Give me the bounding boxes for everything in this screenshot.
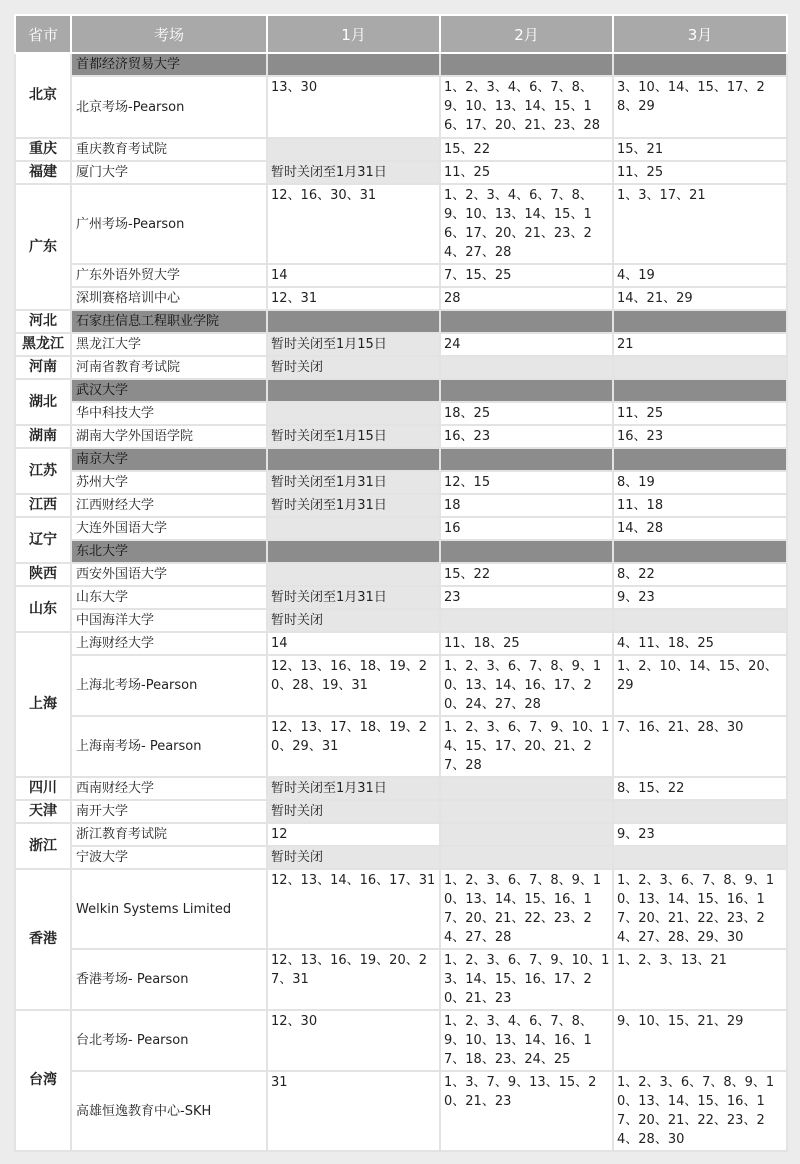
mar-cell: 4、19	[613, 264, 787, 287]
mar-cell	[613, 356, 787, 379]
feb-cell	[440, 53, 613, 76]
table-row	[15, 823, 787, 846]
table-row	[15, 1071, 787, 1151]
jan-cell: 31	[267, 1071, 440, 1151]
feb-cell: 12、15	[440, 471, 613, 494]
header-feb: 2月	[440, 15, 613, 53]
feb-cell: 1、3、7、9、13、15、20、21、23	[440, 1071, 613, 1151]
mar-cell: 1、2、3、6、7、8、9、10、13、14、15、16、17、20、21、22、23、24、28、30	[613, 1071, 787, 1151]
site-cell: 重庆教育考试院	[71, 138, 267, 161]
table-row	[15, 53, 787, 76]
table-row	[15, 76, 787, 138]
feb-cell: 24	[440, 333, 613, 356]
site-cell: 苏州大学	[71, 471, 267, 494]
jan-cell	[267, 379, 440, 402]
header-province: 省市	[15, 15, 71, 53]
site-cell: 厦门大学	[71, 161, 267, 184]
site-cell: 首都经济贸易大学	[71, 53, 267, 76]
feb-cell	[440, 356, 613, 379]
site-cell: 湖南大学外国语学院	[71, 425, 267, 448]
feb-cell: 11、18、25	[440, 632, 613, 655]
feb-cell	[440, 540, 613, 563]
header-site: 考场	[71, 15, 267, 53]
feb-cell: 1、2、3、6、7、9、10、14、15、17、20、21、27、28	[440, 716, 613, 777]
jan-cell: 14	[267, 264, 440, 287]
schedule-sheet	[14, 14, 786, 1150]
feb-cell: 1、2、3、6、7、9、10、13、14、15、16、17、20、21、23	[440, 949, 613, 1010]
site-cell: 山东大学	[71, 586, 267, 609]
table-row	[15, 1010, 787, 1071]
site-cell: 东北大学	[71, 540, 267, 563]
site-cell: 黑龙江大学	[71, 333, 267, 356]
site-cell: 上海北考场-Pearson	[71, 655, 267, 716]
site-cell: 宁波大学	[71, 846, 267, 869]
jan-cell	[267, 138, 440, 161]
table-row	[15, 402, 787, 425]
site-cell: 台北考场- Pearson	[71, 1010, 267, 1071]
feb-cell: 28	[440, 287, 613, 310]
table-row	[15, 609, 787, 632]
table-row	[15, 264, 787, 287]
site-cell: 广州考场-Pearson	[71, 184, 267, 264]
site-cell: 武汉大学	[71, 379, 267, 402]
mar-cell: 4、11、18、25	[613, 632, 787, 655]
jan-cell: 14	[267, 632, 440, 655]
site-cell: 深圳赛格培训中心	[71, 287, 267, 310]
table-row	[15, 310, 787, 333]
mar-cell	[613, 379, 787, 402]
mar-cell	[613, 448, 787, 471]
exam-schedule-table	[14, 14, 788, 1152]
mar-cell: 11、18	[613, 494, 787, 517]
mar-cell: 7、16、21、28、30	[613, 716, 787, 777]
site-cell: 北京考场-Pearson	[71, 76, 267, 138]
province-cell: 天津	[15, 800, 71, 823]
province-cell: 江西	[15, 494, 71, 517]
feb-cell: 23	[440, 586, 613, 609]
mar-cell: 11、25	[613, 161, 787, 184]
feb-cell: 1、2、3、4、6、7、8、9、10、13、14、16、17、18、23、24、25	[440, 1010, 613, 1071]
province-cell: 湖北	[15, 379, 71, 425]
table-row	[15, 655, 787, 716]
mar-cell	[613, 310, 787, 333]
feb-cell: 15、22	[440, 563, 613, 586]
table-row	[15, 777, 787, 800]
province-cell: 湖南	[15, 425, 71, 448]
province-cell: 辽宁	[15, 517, 71, 563]
jan-cell: 暂时关闭至1月15日	[267, 333, 440, 356]
feb-cell: 16、23	[440, 425, 613, 448]
jan-cell: 暂时关闭	[267, 356, 440, 379]
table-row	[15, 448, 787, 471]
site-cell: 中国海洋大学	[71, 609, 267, 632]
site-cell: 香港考场- Pearson	[71, 949, 267, 1010]
mar-cell: 1、2、3、6、7、8、9、10、13、14、15、16、17、20、21、22、23、24、27、28、29、30	[613, 869, 787, 949]
site-cell: 高雄恒逸教育中心-SKH	[71, 1071, 267, 1151]
site-cell: 上海南考场- Pearson	[71, 716, 267, 777]
site-cell: 华中科技大学	[71, 402, 267, 425]
province-cell: 福建	[15, 161, 71, 184]
jan-cell: 暂时关闭至1月31日	[267, 586, 440, 609]
feb-cell: 11、25	[440, 161, 613, 184]
site-cell: 石家庄信息工程职业学院	[71, 310, 267, 333]
jan-cell: 暂时关闭	[267, 800, 440, 823]
province-cell: 山东	[15, 586, 71, 632]
jan-cell	[267, 448, 440, 471]
mar-cell: 8、15、22	[613, 777, 787, 800]
mar-cell: 11、25	[613, 402, 787, 425]
province-cell: 上海	[15, 632, 71, 777]
table-row	[15, 869, 787, 949]
table-row	[15, 632, 787, 655]
header-jan: 1月	[267, 15, 440, 53]
header-mar: 3月	[613, 15, 787, 53]
jan-cell	[267, 53, 440, 76]
jan-cell: 12	[267, 823, 440, 846]
table-row	[15, 540, 787, 563]
jan-cell: 暂时关闭	[267, 846, 440, 869]
table-row	[15, 356, 787, 379]
mar-cell: 16、23	[613, 425, 787, 448]
jan-cell	[267, 310, 440, 333]
province-cell: 陕西	[15, 563, 71, 586]
jan-cell: 暂时关闭至1月15日	[267, 425, 440, 448]
jan-cell: 12、13、17、18、19、20、29、31	[267, 716, 440, 777]
table-row	[15, 949, 787, 1010]
feb-cell	[440, 846, 613, 869]
site-cell: 浙江教育考试院	[71, 823, 267, 846]
mar-cell: 3、10、14、15、17、28、29	[613, 76, 787, 138]
jan-cell: 12、16、30、31	[267, 184, 440, 264]
mar-cell: 15、21	[613, 138, 787, 161]
mar-cell	[613, 846, 787, 869]
table-row	[15, 494, 787, 517]
jan-cell: 12、31	[267, 287, 440, 310]
feb-cell: 18、25	[440, 402, 613, 425]
jan-cell: 12、13、16、19、20、27、31	[267, 949, 440, 1010]
site-cell: 江西财经大学	[71, 494, 267, 517]
jan-cell: 12、30	[267, 1010, 440, 1071]
table-row	[15, 138, 787, 161]
feb-cell	[440, 609, 613, 632]
feb-cell	[440, 448, 613, 471]
table-row	[15, 425, 787, 448]
table-row	[15, 563, 787, 586]
province-cell: 黑龙江	[15, 333, 71, 356]
feb-cell	[440, 777, 613, 800]
mar-cell	[613, 53, 787, 76]
province-cell: 台湾	[15, 1010, 71, 1151]
province-cell: 河北	[15, 310, 71, 333]
feb-cell: 1、2、3、6、7、8、9、10、13、14、15、16、17、20、21、22、23、24、27、28	[440, 869, 613, 949]
mar-cell: 14、28	[613, 517, 787, 540]
mar-cell: 1、3、17、21	[613, 184, 787, 264]
mar-cell: 1、2、10、14、15、20、29	[613, 655, 787, 716]
feb-cell: 16	[440, 517, 613, 540]
table-row	[15, 800, 787, 823]
header-row	[15, 15, 787, 53]
table-row	[15, 161, 787, 184]
mar-cell	[613, 540, 787, 563]
site-cell: 南开大学	[71, 800, 267, 823]
mar-cell: 8、19	[613, 471, 787, 494]
feb-cell: 1、2、3、4、6、7、8、9、10、13、14、15、16、17、20、21、23、24、27、28	[440, 184, 613, 264]
table-row	[15, 517, 787, 540]
province-cell: 四川	[15, 777, 71, 800]
feb-cell: 18	[440, 494, 613, 517]
mar-cell: 14、21、29	[613, 287, 787, 310]
feb-cell	[440, 823, 613, 846]
table-row	[15, 184, 787, 264]
jan-cell	[267, 402, 440, 425]
province-cell: 江苏	[15, 448, 71, 494]
jan-cell: 暂时关闭至1月31日	[267, 777, 440, 800]
jan-cell: 暂时关闭	[267, 609, 440, 632]
jan-cell	[267, 563, 440, 586]
site-cell: 广东外语外贸大学	[71, 264, 267, 287]
feb-cell: 1、2、3、6、7、8、9、10、13、14、16、17、20、24、27、28	[440, 655, 613, 716]
site-cell: 上海财经大学	[71, 632, 267, 655]
table-row	[15, 471, 787, 494]
mar-cell: 9、23	[613, 586, 787, 609]
table-row	[15, 287, 787, 310]
site-cell: 西安外国语大学	[71, 563, 267, 586]
jan-cell: 暂时关闭至1月31日	[267, 161, 440, 184]
site-cell: 西南财经大学	[71, 777, 267, 800]
table-row	[15, 846, 787, 869]
mar-cell: 9、10、15、21、29	[613, 1010, 787, 1071]
table-row	[15, 333, 787, 356]
jan-cell: 暂时关闭至1月31日	[267, 494, 440, 517]
province-cell: 重庆	[15, 138, 71, 161]
site-cell: 大连外国语大学	[71, 517, 267, 540]
feb-cell: 1、2、3、4、6、7、8、9、10、13、14、15、16、17、20、21、23、28	[440, 76, 613, 138]
mar-cell: 8、22	[613, 563, 787, 586]
province-cell: 北京	[15, 53, 71, 138]
jan-cell	[267, 517, 440, 540]
jan-cell: 12、13、14、16、17、31	[267, 869, 440, 949]
mar-cell	[613, 800, 787, 823]
feb-cell	[440, 310, 613, 333]
site-cell: 河南省教育考试院	[71, 356, 267, 379]
site-cell: 南京大学	[71, 448, 267, 471]
table-row	[15, 586, 787, 609]
jan-cell: 13、30	[267, 76, 440, 138]
mar-cell: 1、2、3、13、21	[613, 949, 787, 1010]
mar-cell: 21	[613, 333, 787, 356]
mar-cell: 9、23	[613, 823, 787, 846]
jan-cell: 12、13、16、18、19、20、28、19、31	[267, 655, 440, 716]
province-cell: 浙江	[15, 823, 71, 869]
province-cell: 广东	[15, 184, 71, 310]
table-row	[15, 379, 787, 402]
jan-cell: 暂时关闭至1月31日	[267, 471, 440, 494]
feb-cell: 15、22	[440, 138, 613, 161]
province-cell: 香港	[15, 869, 71, 1010]
jan-cell	[267, 540, 440, 563]
feb-cell	[440, 379, 613, 402]
feb-cell	[440, 800, 613, 823]
table-row	[15, 716, 787, 777]
site-cell: Welkin Systems Limited	[71, 869, 267, 949]
province-cell: 河南	[15, 356, 71, 379]
mar-cell	[613, 609, 787, 632]
feb-cell: 7、15、25	[440, 264, 613, 287]
